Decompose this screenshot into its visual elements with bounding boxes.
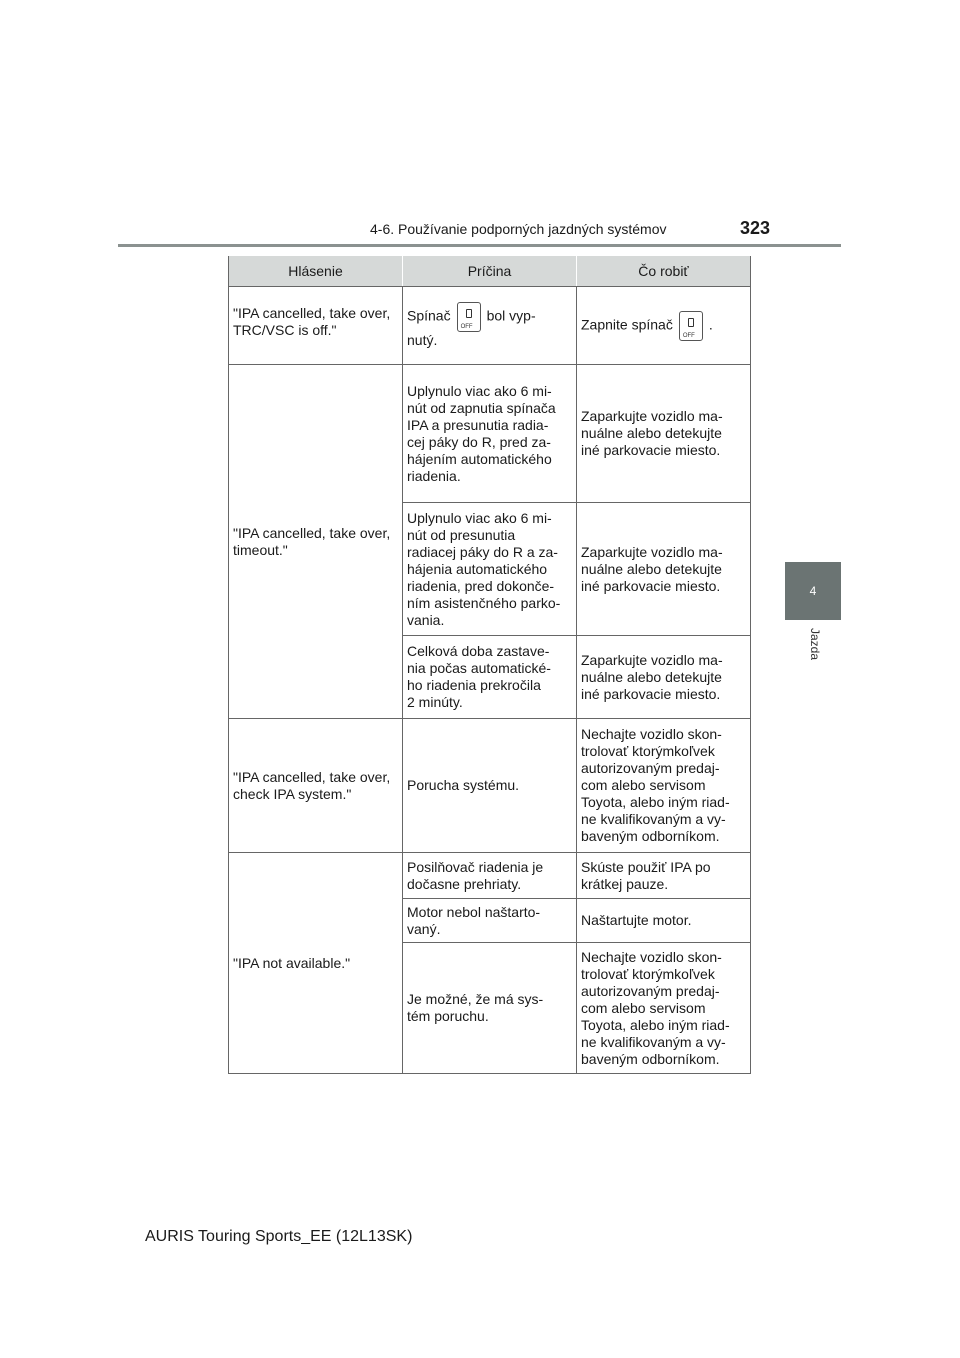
message-table [228, 256, 751, 1074]
action-cell: Zaparkujte vozidlo ma- nuálne alebo detekujte iné parkovacie miesto. [577, 636, 751, 719]
table-row [229, 287, 751, 365]
section-title: 4-6. Používanie podporných jazdných systémov [370, 221, 667, 237]
table-row [229, 719, 751, 853]
ipa-switch-icon [457, 302, 481, 332]
action-cell: Nechajte vozidlo skon- trolovať ktorýmkoľvek autorizovaným predaj- com alebo servisom Toyota, alebo iným riad- ne kvalifikovaným a vy- baveným odborníkom. [577, 943, 751, 1074]
action-text: Zapnite spínač [581, 316, 673, 333]
cause-cell: Uplynulo viac ako 6 mi- nút od presunutia radiacej páky do R a za- hájenia automatického riadenia, pred dokonče- ním asistenčného parko- vania. [403, 503, 577, 636]
cause-text: bol vyp- [486, 307, 536, 324]
table-row [229, 365, 751, 503]
column-header-message: Hlásenie [229, 256, 403, 287]
ipa-switch-icon [679, 311, 703, 341]
cause-cell: Uplynulo viac ako 6 mi- nút od zapnutia spínača IPA a presunutia radia- cej páky do R, pred za- hájením automatického riadenia. [403, 365, 577, 503]
action-cell: Skúste použiť IPA po krátkej pauze. [577, 853, 751, 899]
chapter-label-text: Jazda [808, 628, 822, 661]
action-cell: Zaparkujte vozidlo ma- nuálne alebo detekujte iné parkovacie miesto. [577, 503, 751, 636]
cause-text: Spínač [407, 307, 451, 324]
cause-cell: Celková doba zastave- nia počas automatické- ho riadenia prekročila 2 minúty. [403, 636, 577, 719]
action-cell: Naštartujte motor. [577, 899, 751, 943]
table-header-row [229, 256, 751, 287]
cause-cell [403, 287, 577, 365]
message-cell: "IPA cancelled, take over, TRC/VSC is off." [229, 287, 403, 365]
cause-cell: Posilňovač riadenia je dočasne prehriaty. [403, 853, 577, 899]
message-cell: "IPA cancelled, take over, timeout." [229, 365, 403, 719]
action-cell: Nechajte vozidlo skon- trolovať ktorýmkoľvek autorizovaným predaj- com alebo servisom Toyota, alebo iným riad- ne kvalifikovaným a vy- baveným odborníkom. [577, 719, 751, 853]
header-divider [118, 244, 841, 247]
cause-cell: Porucha systému. [403, 719, 577, 853]
page-footer: AURIS Touring Sports_EE (12L13SK) [145, 1228, 413, 1245]
table-row [229, 853, 751, 899]
page-number: 323 [740, 218, 771, 238]
message-cell: "IPA cancelled, take over, check IPA system." [229, 719, 403, 853]
action-cell: Zaparkujte vozidlo ma- nuálne alebo detekujte iné parkovacie miesto. [577, 365, 751, 503]
action-text: . [708, 316, 713, 333]
cause-cell: Motor nebol naštarto- vaný. [403, 899, 577, 943]
cause-text: nutý. [407, 332, 438, 348]
action-cell [577, 287, 751, 365]
cause-cell: Je možné, že má sys- tém poruchu. [403, 943, 577, 1074]
column-header-cause: Príčina [403, 256, 577, 287]
message-cell: "IPA not available." [229, 853, 403, 1074]
chapter-label [800, 628, 830, 688]
chapter-tab [785, 562, 841, 620]
column-header-action: Čo robiť [577, 256, 751, 287]
chapter-number: 4 [809, 584, 817, 598]
